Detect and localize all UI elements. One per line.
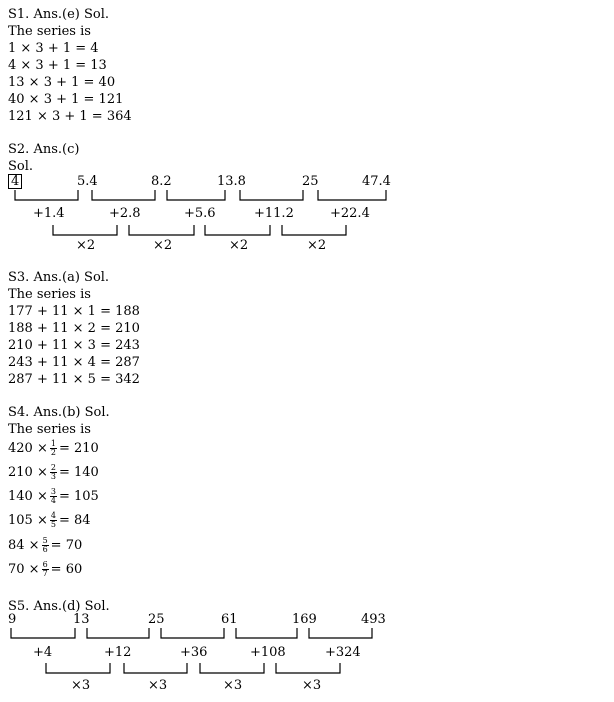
s5-multiplier: ×3 bbox=[71, 678, 91, 693]
s2-bracket bbox=[53, 225, 117, 235]
s2-difference: +11.2 bbox=[254, 206, 294, 221]
s1-line: 121 × 3 + 1 = 364 bbox=[8, 109, 132, 124]
s5-difference: +12 bbox=[104, 645, 132, 660]
s2-term: 8.2 bbox=[151, 174, 172, 189]
s5-term: 493 bbox=[361, 612, 386, 627]
fraction: $\frac{4}{5}$ bbox=[50, 510, 56, 529]
s5-bracket bbox=[11, 628, 75, 638]
s3-line: 287 + 11 × 5 = 342 bbox=[8, 372, 140, 387]
s2-sol: Sol. bbox=[8, 159, 34, 174]
s5-bracket bbox=[200, 663, 264, 673]
s2-bracket bbox=[205, 225, 270, 235]
s5-difference: +108 bbox=[250, 645, 286, 660]
s2-bracket bbox=[129, 225, 194, 235]
s5-bracket bbox=[46, 663, 110, 673]
s2-bracket bbox=[92, 190, 155, 200]
s5-bracket bbox=[87, 628, 149, 638]
s2-term: 13.8 bbox=[217, 174, 246, 189]
s4-equation: 84 × $\frac{5}{6}$ = 70 bbox=[8, 535, 83, 554]
s5-heading: S5. Ans.(d) Sol. bbox=[8, 599, 110, 614]
s4-equation: 105 × $\frac{4}{5}$ = 84 bbox=[8, 510, 91, 529]
s2-term: 5.4 bbox=[77, 174, 98, 189]
s4-intro: The series is bbox=[8, 422, 91, 437]
s5-bracket bbox=[276, 663, 340, 673]
s3-heading: S3. Ans.(a) Sol. bbox=[8, 270, 110, 285]
s5-multiplier: ×3 bbox=[223, 678, 243, 693]
s5-term: 169 bbox=[292, 612, 317, 627]
s2-bracket bbox=[318, 190, 386, 200]
s3-line: 243 + 11 × 4 = 287 bbox=[8, 355, 140, 370]
s4-equation: 70 × $\frac{6}{7}$ = 60 bbox=[8, 559, 83, 578]
s2-term: 25 bbox=[302, 174, 319, 189]
s5-multiplier: ×3 bbox=[148, 678, 168, 693]
s2-term: 47.4 bbox=[362, 174, 391, 189]
s2-difference: +2.8 bbox=[109, 206, 141, 221]
fraction: $\frac{5}{6}$ bbox=[42, 535, 48, 554]
fraction: $\frac{2}{3}$ bbox=[50, 462, 56, 481]
s5-difference: +324 bbox=[325, 645, 361, 660]
s4-equation: 210 × $\frac{2}{3}$ = 140 bbox=[8, 462, 99, 481]
s5-term: 13 bbox=[73, 612, 90, 627]
s5-term: 9 bbox=[8, 612, 17, 627]
s4-heading: S4. Ans.(b) Sol. bbox=[8, 405, 110, 420]
s5-difference: +36 bbox=[180, 645, 208, 660]
s2-difference: +1.4 bbox=[33, 206, 65, 221]
s2-bracket bbox=[282, 225, 346, 235]
s5-multiplier: ×3 bbox=[302, 678, 322, 693]
fraction: $\frac{6}{7}$ bbox=[42, 559, 48, 578]
s5-bracket bbox=[236, 628, 297, 638]
s2-bracket bbox=[167, 190, 225, 200]
s2-multiplier: ×2 bbox=[153, 238, 173, 253]
s5-bracket bbox=[124, 663, 187, 673]
s2-term: 4 bbox=[8, 174, 22, 189]
s3-line: 177 + 11 × 1 = 188 bbox=[8, 304, 140, 319]
s1-line: 13 × 3 + 1 = 40 bbox=[8, 75, 116, 90]
s1-heading: S1. Ans.(e) Sol. bbox=[8, 7, 109, 22]
fraction: $\frac{3}{4}$ bbox=[50, 486, 56, 505]
s5-difference: +4 bbox=[33, 645, 53, 660]
s2-difference: +5.6 bbox=[184, 206, 216, 221]
s2-bracket bbox=[240, 190, 303, 200]
s3-line: 210 + 11 × 3 = 243 bbox=[8, 338, 140, 353]
s1-intro: The series is bbox=[8, 24, 91, 39]
s5-bracket bbox=[309, 628, 372, 638]
s2-difference: +22.4 bbox=[330, 206, 370, 221]
s3-intro: The series is bbox=[8, 287, 91, 302]
s1-line: 4 × 3 + 1 = 13 bbox=[8, 58, 107, 73]
s1-line: 1 × 3 + 1 = 4 bbox=[8, 41, 99, 56]
s2-heading: S2. Ans.(c) bbox=[8, 142, 80, 157]
s5-term: 25 bbox=[148, 612, 165, 627]
s4-equation: 420 × $\frac{1}{2}$ = 210 bbox=[8, 438, 99, 457]
s5-term: 61 bbox=[221, 612, 238, 627]
s5-bracket bbox=[161, 628, 224, 638]
fraction: $\frac{1}{2}$ bbox=[50, 438, 56, 457]
s2-multiplier: ×2 bbox=[229, 238, 249, 253]
s1-line: 40 × 3 + 1 = 121 bbox=[8, 92, 124, 107]
s2-multiplier: ×2 bbox=[307, 238, 327, 253]
s4-equation: 140 × $\frac{3}{4}$ = 105 bbox=[8, 486, 99, 505]
s3-line: 188 + 11 × 2 = 210 bbox=[8, 321, 140, 336]
s2-multiplier: ×2 bbox=[76, 238, 96, 253]
s2-bracket bbox=[15, 190, 78, 200]
